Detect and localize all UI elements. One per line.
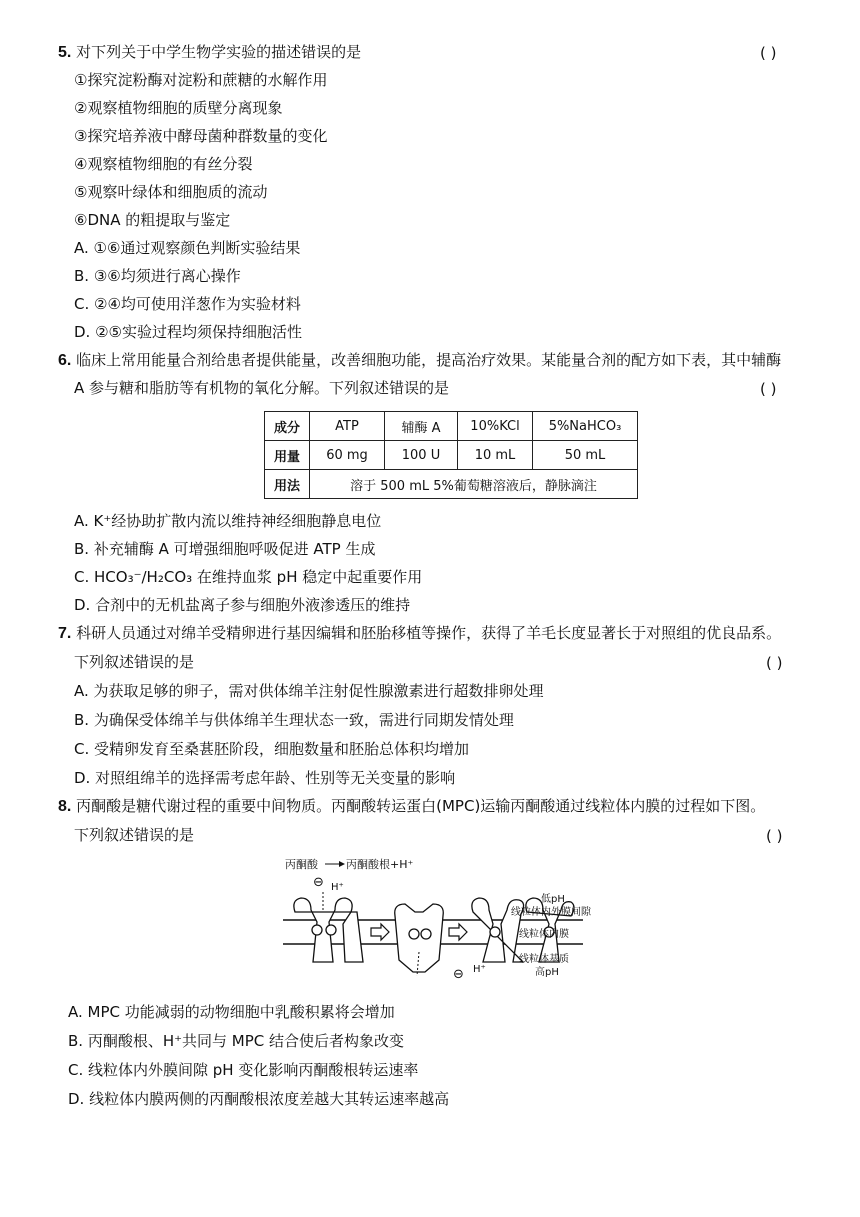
q6-option-b: B. 补充辅酶 A 可增强细胞呼吸促进 ATP 生成 <box>74 540 376 558</box>
q5-answer-paren: ( ) <box>760 44 777 62</box>
q6-stem <box>58 350 781 371</box>
pyruvate-label: 丙酮酸 <box>285 858 318 871</box>
table-cell: 溶于 500 mL 5%葡萄糖溶液后，静脉滴注 <box>310 470 638 499</box>
table-cell: ATP <box>310 412 385 441</box>
q5-option-a: A. ①⑥通过观察颜色判断实验结果 <box>74 239 301 257</box>
q5-option-b: B. ③⑥均须进行离心操作 <box>74 267 241 285</box>
conformation-arrow-icon <box>449 924 467 940</box>
table-cell: 50 mL <box>533 441 638 470</box>
q8-stem-line2: 下列叙述错误的是 <box>74 826 195 844</box>
q8-number: 8. <box>58 798 72 815</box>
q7-option-a: A. 为获取足够的卵子，需对供体绵羊注射促性腺激素进行超数排卵处理 <box>74 682 544 700</box>
pyruvate-product-label: 丙酮酸根+H⁺ <box>346 858 414 871</box>
q5-item: ⑥DNA 的粗提取与鉴定 <box>74 211 231 229</box>
q6-stem-line2: A 参与糖和脂肪等有机物的氧化分解。下列叙述错误的是 <box>74 379 450 397</box>
proton-label: H⁺ <box>473 964 486 975</box>
q7-answer-paren: ( ) <box>766 654 783 672</box>
q8-option-d: D. 线粒体内膜两侧的丙酮酸根浓度差越大其转运速率越高 <box>68 1090 450 1108</box>
q7-number: 7. <box>58 625 72 642</box>
table-cell: 成分 <box>265 412 310 441</box>
q6-answer-paren: ( ) <box>760 380 777 398</box>
table-row <box>265 470 638 499</box>
matrix-label: 线粒体基质 <box>519 954 569 965</box>
mpc-transport-diagram <box>283 852 623 987</box>
q8-stem <box>58 796 765 817</box>
table-cell: 100 U <box>385 441 458 470</box>
q7-stem-line2: 下列叙述错误的是 <box>74 653 195 671</box>
pyruvate-anion-icon: ⊖ <box>313 875 324 890</box>
table-cell: 5%NaHCO₃ <box>533 412 638 441</box>
q5-item: ④观察植物细胞的有丝分裂 <box>74 155 253 173</box>
q6-option-a: A. K⁺经协助扩散内流以维持神经细胞静息电位 <box>74 512 382 530</box>
table-cell: 10%KCl <box>458 412 533 441</box>
q8-option-b: B. 丙酮酸根、H⁺共同与 MPC 结合使后者构象改变 <box>68 1032 405 1050</box>
q5-item: ①探究淀粉酶对淀粉和蔗糖的水解作用 <box>74 71 328 89</box>
q6-option-c: C. HCO₃⁻/H₂CO₃ 在维持血浆 pH 稳定中起重要作用 <box>74 568 423 586</box>
q6-option-d: D. 合剂中的无机盐离子参与细胞外液渗透压的维持 <box>74 596 411 614</box>
q8-stem-line1: 丙酮酸是糖代谢过程的重要中间物质。丙酮酸转运蛋白(MPC)运输丙酮酸通过线粒体内膜的过程如下图。 <box>76 797 766 815</box>
table-cell: 10 mL <box>458 441 533 470</box>
q5-option-d: D. ②⑤实验过程均须保持细胞活性 <box>74 323 302 341</box>
q7-option-c: C. 受精卵发育至桑葚胚阶段，细胞数量和胚胎总体积均增加 <box>74 740 470 758</box>
table-cell: 用法 <box>265 470 310 499</box>
energy-mixture-table <box>264 411 638 499</box>
q8-option-a: A. MPC 功能减弱的动物细胞中乳酸积累将会增加 <box>68 1003 395 1021</box>
q6-stem-line1: 临床上常用能量合剂给患者提供能量，改善细胞功能，提高治疗效果。某能量合剂的配方如下表，其中辅酶 <box>76 351 782 369</box>
intermembrane-space-label: 线粒体内外膜间隙 <box>511 907 591 918</box>
inner-membrane-label: 线粒体内膜 <box>519 929 569 940</box>
q5-stem <box>58 42 361 63</box>
q7-option-d: D. 对照组绵羊的选择需考虑年龄、性别等无关变量的影响 <box>74 769 456 787</box>
mpc-transporter-occluded <box>395 904 444 972</box>
table-row <box>265 441 638 470</box>
q5-item: ③探究培养液中酵母菌种群数量的变化 <box>74 127 328 145</box>
table-cell: 60 mg <box>310 441 385 470</box>
q6-number: 6. <box>58 352 72 369</box>
q7-stem-line1: 科研人员通过对绵羊受精卵进行基因编辑和胚胎移植等操作，获得了羊毛长度显著长于对照组的优良品系。 <box>76 624 782 642</box>
high-ph-label: 高pH <box>535 967 559 978</box>
q5-option-c: C. ②④均可使用洋葱作为实验材料 <box>74 295 301 313</box>
table-cell: 用量 <box>265 441 310 470</box>
q7-option-b: B. 为确保受体绵羊与供体绵羊生理状态一致，需进行同期发情处理 <box>74 711 514 729</box>
table-cell: 辅酶 A <box>385 412 458 441</box>
q5-stem-text: 对下列关于中学生物学实验的描述错误的是 <box>76 43 362 61</box>
q5-item: ②观察植物细胞的质壁分离现象 <box>74 99 283 117</box>
q8-answer-paren: ( ) <box>766 827 783 845</box>
q8-option-c: C. 线粒体内外膜间隙 pH 变化影响丙酮酸根转运速率 <box>68 1061 419 1079</box>
mpc-transporter-outward <box>294 898 363 962</box>
table-row <box>265 412 638 441</box>
q5-item: ⑤观察叶绿体和细胞质的流动 <box>74 183 268 201</box>
proton-label: H⁺ <box>331 882 344 893</box>
q7-stem <box>58 623 781 644</box>
q5-number: 5. <box>58 44 72 61</box>
pyruvate-anion-icon: ⊖ <box>453 967 464 982</box>
low-ph-label: 低pH <box>541 894 565 905</box>
arrow-head-icon <box>339 861 345 867</box>
conformation-arrow-icon <box>371 924 389 940</box>
